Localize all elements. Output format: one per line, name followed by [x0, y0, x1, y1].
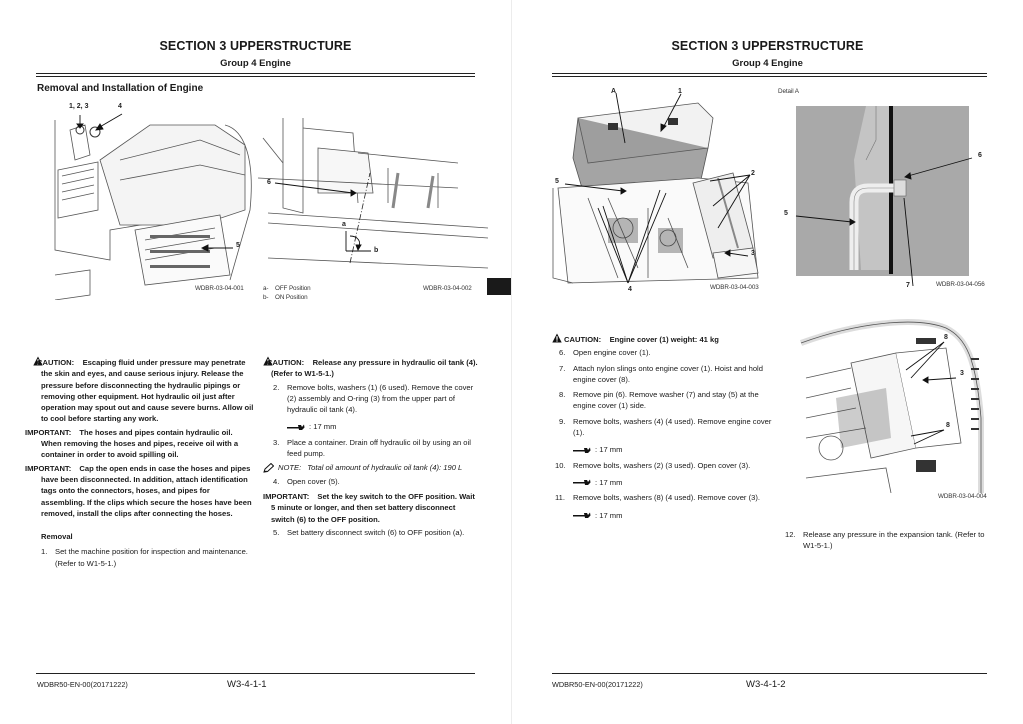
footer-divider [36, 673, 475, 674]
note-block [263, 462, 481, 473]
document-id: WDBR50-EN-00(20171222) [37, 680, 128, 689]
page-number: W3-4-1-2 [746, 679, 786, 690]
step-text: Remove pin (6). Remove washer (7) and stay (5) at the engine cover (1) side. [573, 390, 759, 411]
callout-2: 2 [751, 170, 755, 177]
section-thumb-tab [487, 278, 512, 295]
right-col1 [552, 333, 777, 525]
caution-block [263, 356, 481, 380]
callout-6: 6 [267, 179, 271, 186]
tool-spec [273, 421, 481, 432]
section-title: SECTION 3 UPPERSTRUCTURE [159, 39, 352, 53]
wrench-icon [573, 512, 591, 519]
note-label: NOTE: [278, 463, 302, 473]
step-text: Release any pressure in the expansion tank. (Refer to W1-5-1.) [803, 530, 985, 551]
step-2 [273, 382, 481, 416]
callout-8-bottom: 8 [946, 422, 950, 429]
callout-1-2-3: 1, 2, 3 [69, 103, 89, 110]
figure-code: WDBR-03-04-002 [423, 285, 472, 292]
step-5 [273, 527, 481, 538]
step-number: 2. [273, 382, 280, 392]
step-number: 6. [559, 348, 566, 358]
figure-cover-three [796, 318, 996, 508]
callout-7: 7 [906, 282, 910, 289]
important-label: IMPORTANT: [263, 491, 310, 501]
caution-text: Escaping fluid under pressure may penetrate the skin and eyes, and cause serious injury. Release the pressure before disconnecting the hydraulic pipings or removing other equipment. Hot hydraulic oil just after operation may spout out and cause severe burns. Allow oil to cool before starting any work. [41, 358, 254, 424]
detail-title: Detail A [778, 88, 799, 95]
header-divider [552, 73, 987, 77]
step-7 [559, 363, 777, 386]
footer-divider [552, 673, 987, 674]
document-id: WDBR50-EN-00(20171222) [552, 680, 643, 689]
wrench-icon [573, 479, 591, 486]
callout-5: 5 [236, 242, 240, 249]
figure-code: WDBR-03-04-003 [710, 284, 759, 291]
callout-4: 4 [628, 286, 632, 293]
legend-b [263, 294, 308, 301]
legend-key: b- [263, 294, 269, 301]
wrench-icon [287, 424, 305, 431]
caution-label: CAUTION: [37, 358, 75, 367]
callout-6: 6 [978, 152, 982, 159]
caution-text: Release any pressure in hydraulic oil tank (4). (Refer to W1-5-1.) [271, 358, 478, 379]
topic-title: Removal and Installation of Engine [37, 83, 204, 94]
important-block-1 [25, 427, 255, 461]
right-col2 [785, 527, 995, 552]
legend-text: OFF Position [275, 285, 311, 292]
callout-8-top: 8 [944, 334, 948, 341]
important-block [263, 491, 481, 525]
figure-battery-switch [258, 118, 488, 308]
wrench-icon [573, 447, 591, 454]
step-text: Remove bolts, washers (2) (3 used). Open cover (3). [573, 460, 751, 470]
step-number: 10. [555, 460, 566, 470]
step-number: 3. [273, 437, 280, 447]
step-number: 1. [41, 547, 48, 557]
step-12 [785, 529, 995, 552]
step-number: 4. [273, 476, 280, 486]
legend-a [263, 285, 311, 292]
important-text: The hoses and pipes contain hydraulic oil. When removing the hoses and pipes, receive oil with a container in order to avoid spilling oil. [41, 427, 239, 460]
figure-engine-compartment [50, 100, 260, 300]
step-text: Remove bolts, washers (1) (6 used). Remove the cover (2) assembly and O-ring (3) from the upper part of hydraulic oil tank (4). [287, 382, 474, 415]
step-9 [559, 416, 777, 439]
step-text: Set the machine position for inspection and maintenance. (Refer to W1-5-1.) [55, 547, 248, 568]
right-page [512, 0, 1023, 724]
figure-code: WDBR-03-04-001 [195, 285, 244, 292]
callout-1: 1 [678, 88, 682, 95]
caution-block [552, 333, 777, 345]
legend-key: a- [263, 285, 269, 292]
engine-cover-illustration [548, 88, 773, 293]
legend-text: ON Position [275, 294, 308, 301]
step-number: 5. [273, 527, 280, 537]
step-4 [273, 476, 481, 487]
tool-size: : 17 mm [595, 445, 623, 455]
engine-compartment-illustration [50, 100, 260, 300]
step-11 [555, 492, 777, 503]
step-number: 7. [559, 363, 566, 373]
left-col1 [25, 356, 255, 569]
step-8 [559, 389, 777, 412]
warning-triangle-icon [552, 333, 562, 343]
tool-spec [559, 510, 777, 521]
step-number: 8. [559, 390, 566, 400]
caution-block [33, 356, 255, 425]
tool-size: : 17 mm [595, 510, 623, 520]
note-text: Total oil amount of hydraulic oil tank (4): 190 L [307, 463, 463, 473]
step-6 [559, 347, 777, 358]
important-label: IMPORTANT: [25, 427, 72, 437]
callout-3: 3 [751, 250, 755, 257]
caution-text: Engine cover (1) weight: 41 kg [609, 335, 719, 344]
callout-A: A [611, 88, 617, 95]
figure-code: WDBR-03-04-004 [938, 493, 987, 500]
callout-4: 4 [118, 103, 122, 110]
important-label: IMPORTANT: [25, 463, 72, 473]
tool-size: : 17 mm [595, 477, 623, 487]
important-block-2 [25, 463, 255, 519]
step-text: Set battery disconnect switch (6) to OFF position (a). [287, 527, 465, 537]
callout-5: 5 [555, 178, 559, 185]
figure-engine-cover-open [548, 88, 773, 293]
subheading-removal: Removal [41, 532, 73, 542]
step-text: Remove bolts, washers (8) (4 used). Remove cover (3). [573, 493, 760, 503]
left-page [0, 0, 511, 724]
group-title: Group 4 Engine [220, 58, 291, 69]
detail-a-illustration [776, 100, 996, 300]
callout-a: a [342, 221, 346, 228]
group-title: Group 4 Engine [732, 58, 803, 69]
battery-switch-illustration [258, 118, 488, 278]
pencil-note-icon [263, 463, 274, 473]
page-number: W3-4-1-1 [227, 679, 267, 690]
left-col2 [263, 356, 481, 538]
figure-code: WDBR-03-04-056 [936, 281, 985, 288]
step-text: Remove bolts, washers (4) (4 used). Remove engine cover (1). [573, 416, 772, 438]
callout-b: b [374, 247, 379, 254]
callout-3: 3 [960, 370, 964, 377]
cover-three-illustration [796, 318, 996, 493]
figure-detail-a [776, 88, 996, 293]
tool-spec [559, 477, 777, 488]
caution-label: CAUTION: [564, 335, 602, 344]
tool-spec [559, 444, 777, 455]
step-number: 12. [785, 530, 796, 539]
caution-label: CAUTION: [267, 358, 305, 367]
section-title: SECTION 3 UPPERSTRUCTURE [671, 39, 864, 53]
step-number: 9. [559, 416, 566, 426]
step-3 [273, 437, 481, 460]
tool-size: : 17 mm [309, 422, 337, 432]
step-10 [555, 460, 777, 471]
important-text: Set the key switch to the OFF position. Wait 5 minute or longer, and then set battery disconnect switch (6) to the OFF position. [271, 491, 475, 524]
step-text: Open cover (5). [287, 476, 340, 486]
important-text: Cap the open ends in case the hoses and pipes have been disconnected. In addition, attach identification tags onto the connectors, hoses, and pipes for assembling. If the clips which secure the hoses have been removed, install the clips after connecting the hoses. [41, 463, 252, 518]
step-number: 11. [555, 493, 565, 503]
step-text: Attach nylon slings onto engine cover (1). Hoist and hold engine cover (8). [573, 363, 763, 384]
callout-5: 5 [784, 210, 788, 217]
step-text: Open engine cover (1). [573, 348, 651, 358]
step-1 [41, 546, 255, 569]
header-divider [36, 73, 475, 77]
step-text: Place a container. Drain off hydraulic oil by using an oil feed pump. [287, 437, 471, 459]
